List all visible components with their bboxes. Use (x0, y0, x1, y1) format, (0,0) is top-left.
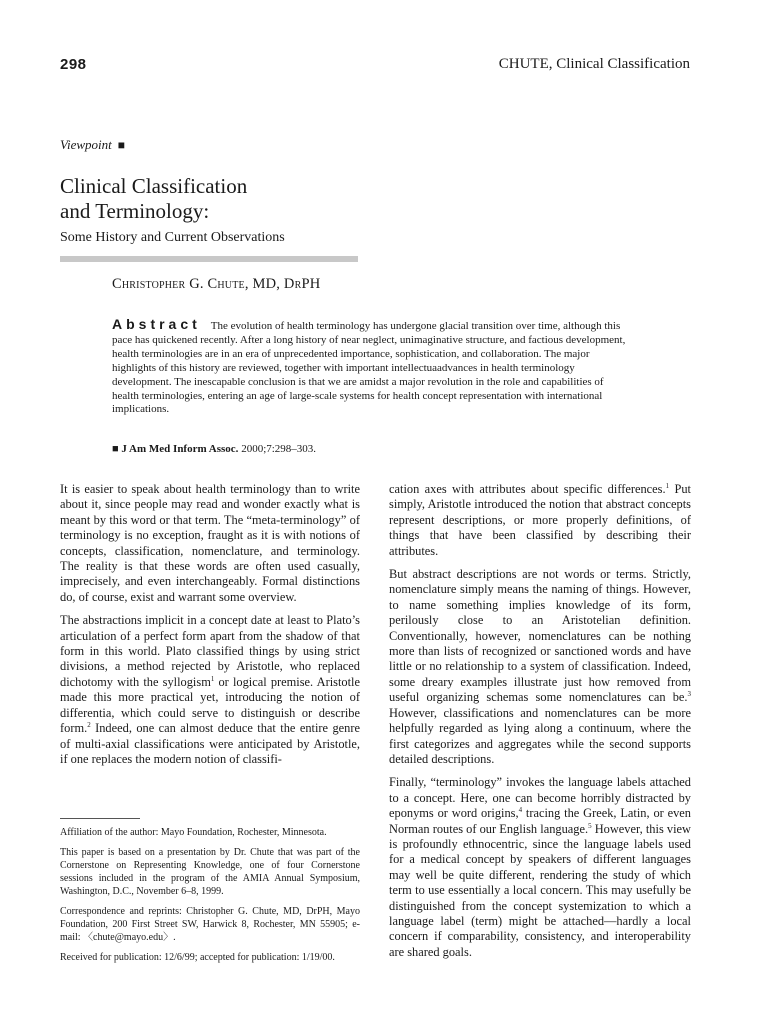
paragraph: The abstractions implicit in a concept date at least to Plato’s articulation of a perfect form apart from the shadow of that form in this world. Plato classified things by using strict divisions, a method rejected by Aristotle, who replaced dichotomy with the syllogism$^1$ or logical premise. Aristotle made this more practical yet, introducing the notion of differentia, which could serve to distinguish or describe form.$^2$ Indeed, one can almost deduce that the entire genre of multi-axial classifications were anticipated by Aristotle, if one replaces the modern notion of classifi- (60, 613, 360, 766)
abstract-label: Abstract (112, 316, 201, 332)
footnote-ref[interactable]: 4 (518, 806, 523, 814)
footnote-rule (60, 818, 140, 819)
paragraph: Finally, “terminology” invokes the language labels attached to a concept. Here, one can become horribly distracted by eponyms or word origins,$^4$ tracing the Greek, Latin, or even Norman routes of our English language.$^5$ However, this view is profoundly ethnocentric, since the language labels used for a medical concept by speakers of different languages may well be quite different, rendering the study of which term to use essentially a local concern. This may usefully be distinguished from the concept systemization to which a language label (term) might be attached—hardly a local concern if comparability, consistency, and interoperability are shared goals. (389, 775, 691, 959)
citation-journal: J Am Med Inform Assoc. (121, 443, 239, 455)
footnotes (60, 826, 360, 971)
square-bullet-icon: ■ (112, 443, 119, 455)
page-number: 298 (60, 56, 87, 73)
abstract (112, 318, 632, 417)
paragraph: It is easier to speak about health terminology than to write about it, since people may read and wonder exactly what is meant by this word or that term. The “meta-terminology” of terminology is no exception, fraught as it is with notions of concepts, classification, nomenclature, and terminology. The reality is that these words are often used casually, imprecisely, and even interchangeably. Formal distinctions do, of course, exist and warrant some overview. (60, 482, 360, 604)
citation-ref: 2000;7:298–303. (241, 443, 317, 455)
section-tag (60, 137, 125, 153)
citation (112, 443, 316, 455)
abstract-text: The evolution of health terminology has undergone glacial transition over time, although this pace has quickened recently. After a long history of near neglect, unimaginative structure, and factious development, health terminologies are in an era of unprecedented importance, sophistication, and collaboration. The major highlights of this history are reviewed, together with important intellectuaadvances in health terminology development. The inescapable conclusion is that we are amidst a major revolution in the role and capabilities of health terminologies, entering an age of large-scale systems for health concept representation with international implications. (112, 320, 626, 416)
article-title-line2: and Terminology: (60, 199, 210, 223)
title-rule (60, 256, 358, 262)
footnote-presentation: This paper is based on a presentation by Dr. Chute that was part of the Cornerstone on Representing Knowledge, one of four Cornerstone sessions included in the program of the AMIA Annual Symposium, Washington, D.C., November 6–8, 1999. (60, 847, 360, 897)
footnote-ref[interactable]: 1 (665, 481, 670, 490)
footnote-correspondence: Correspondence and reprints: Christopher G. Chute, MD, DrPH, Mayo Foundation, 200 First Street SW, Harwick 8, Rochester, MN 55905; e-mail: 〈chute@mayo.edu〉. (60, 906, 360, 943)
footnote-ref[interactable]: 3 (687, 690, 691, 699)
footnote-affiliation: Affiliation of the author: Mayo Foundation, Rochester, Minnesota. (60, 827, 327, 838)
author-line: Christopher G. Chute, MD, DrPH (112, 276, 321, 292)
footnote-ref[interactable]: 1 (210, 674, 215, 683)
body-column-left (60, 482, 360, 775)
body-column-right (389, 482, 691, 968)
footnote-ref[interactable]: 5 (588, 821, 592, 830)
paragraph: cation axes with attributes about specific differences.$^1$ Put simply, Aristotle introduced the notion that abstract concepts represent descriptions, or more properly definitions, of things that have been classified by describing their attributes. (389, 481, 691, 558)
article-subtitle: Some History and Current Observations (60, 230, 285, 245)
paragraph: But abstract descriptions are not words or terms. Strictly, nomenclature simply means the naming of things. However, to name something implies knowledge of its form, perilously close to an Aristotelian definition. Conventionally, however, nomenclatures can be nothing more than lists of recognized or sanctioned words and have little or no relationship to a system of classification. Indeed, some dreary examples illustrate just how removed from useful organizing schemas some nomenclatures can be.$^3$ However, classifications and nomenclatures can be more helpfully regarded as lying along a continuum, where the first categorizes and aggregates while the second supports detailed descriptions. (389, 567, 691, 766)
article-title-line1: Clinical Classification (60, 174, 248, 198)
footnote-ref[interactable]: 2 (87, 720, 91, 729)
article-title (60, 174, 420, 224)
square-bullet-icon: ■ (117, 138, 126, 152)
running-head: CHUTE, Clinical Classification (498, 56, 690, 72)
footnote-received: Received for publication: 12/6/99; accepted for publication: 1/19/00. (60, 952, 335, 963)
section-tag-label: Viewpoint (60, 137, 112, 152)
